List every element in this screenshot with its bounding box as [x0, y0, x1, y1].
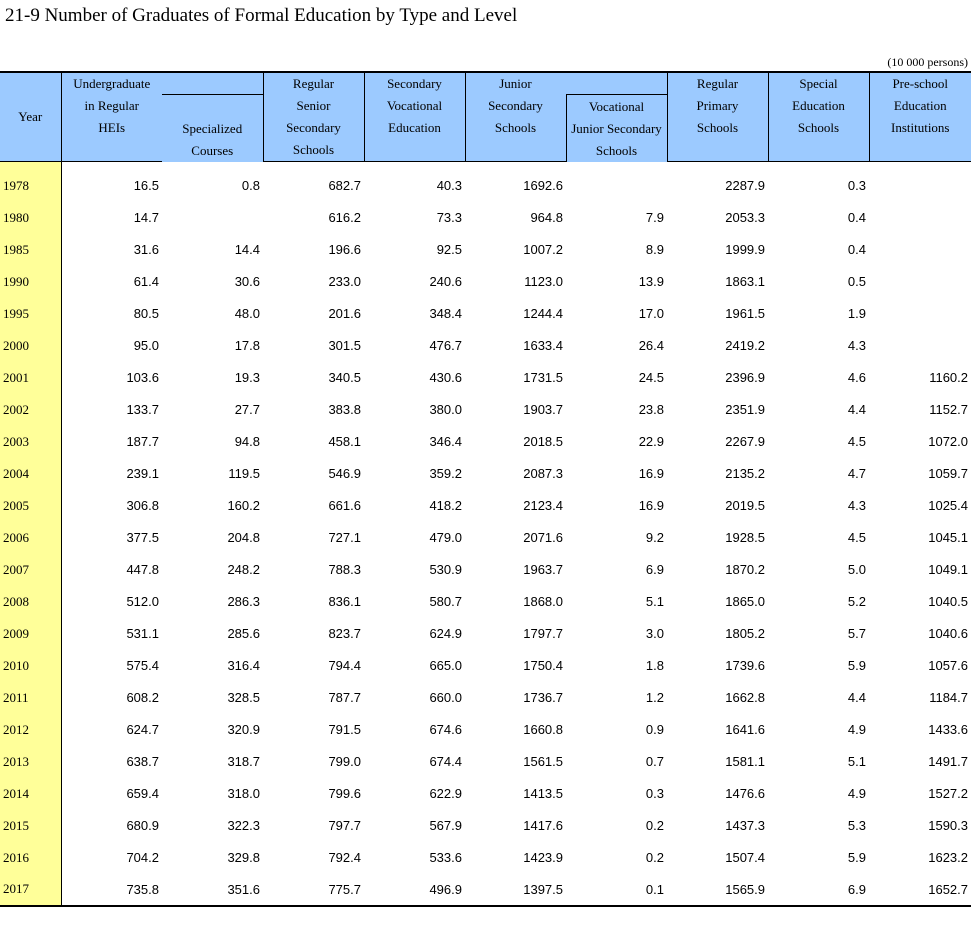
cell-special-education: 4.4 [847, 402, 866, 417]
cell-undergraduate: 624.7 [126, 722, 159, 737]
cell-regular-senior-secondary: 201.6 [328, 306, 361, 321]
cell-specialized-courses: 316.4 [227, 658, 260, 673]
header-undergraduate: Undergraduate in Regular HEIs [61, 72, 162, 162]
cell-vocational-junior-secondary: 9.2 [645, 530, 664, 545]
cell-preschool: 1160.2 [929, 370, 968, 385]
cell-secondary-vocational: 418.2 [429, 498, 462, 513]
cell-preschool: 1059.7 [928, 466, 968, 481]
cell-secondary-vocational: 533.6 [429, 850, 462, 865]
cell-undergraduate: 95.0 [133, 338, 159, 353]
cell-specialized-courses: 94.8 [234, 434, 260, 449]
cell-regular-primary: 1641.6 [725, 722, 765, 737]
cell-regular-primary: 2287.9 [725, 178, 765, 194]
cell-secondary-vocational: 479.0 [429, 530, 462, 545]
cell-undergraduate: 377.5 [126, 530, 159, 545]
cell-vocational-junior-secondary: 16.9 [638, 498, 664, 513]
table-row [0, 394, 971, 426]
cell-year: 1995 [0, 298, 61, 330]
cell-secondary-vocational: 346.4 [429, 434, 462, 449]
table-row [0, 266, 971, 298]
cell-special-education: 4.5 [847, 434, 866, 449]
table-body [0, 162, 971, 906]
cell-regular-primary: 1961.5 [725, 306, 765, 321]
cell-year: 2007 [0, 554, 61, 586]
cell-vocational-junior-secondary: 16.9 [638, 466, 664, 481]
cell-regular-senior-secondary: 787.7 [328, 690, 361, 705]
cell-vocational-junior-secondary: 8.9 [645, 242, 664, 257]
header-spacer [566, 72, 667, 94]
cell-secondary-vocational: 348.4 [429, 306, 462, 321]
cell-junior-secondary: 1692.6 [523, 178, 563, 194]
cell-regular-senior-secondary: 340.5 [328, 370, 361, 385]
cell-regular-primary: 1565.9 [667, 874, 768, 906]
table-row [0, 586, 971, 618]
table-row [0, 618, 971, 650]
cell-special-education: 4.4 [847, 690, 866, 705]
cell-vocational-junior-secondary: 24.5 [638, 370, 664, 385]
cell-preschool: 1590.3 [928, 818, 968, 833]
cell-special-education: 4.3 [847, 498, 866, 513]
cell-vocational-junior-secondary: 6.9 [645, 562, 664, 577]
cell-specialized-courses: 27.7 [234, 402, 260, 417]
cell-regular-primary: 1999.9 [725, 242, 765, 257]
cell-undergraduate: 512.0 [126, 594, 159, 609]
cell-undergraduate: 61.4 [133, 274, 159, 289]
cell-vocational-junior-secondary [566, 162, 667, 202]
cell-regular-senior-secondary: 616.2 [328, 210, 361, 225]
cell-special-education: 5.7 [847, 626, 866, 641]
cell-junior-secondary: 2018.5 [523, 434, 563, 449]
cell-vocational-junior-secondary: 0.9 [645, 722, 664, 737]
cell-vocational-junior-secondary: 17.0 [638, 306, 664, 321]
table-row [0, 714, 971, 746]
unit-label: (10 000 persons) [887, 55, 968, 69]
cell-regular-senior-secondary: 383.8 [328, 402, 361, 417]
table-row [0, 682, 971, 714]
cell-year: 2004 [0, 458, 61, 490]
cell-preschool [869, 330, 971, 362]
cell-junior-secondary: 1123.0 [524, 274, 563, 289]
cell-secondary-vocational: 476.7 [429, 338, 462, 353]
cell-junior-secondary: 1660.8 [523, 722, 563, 737]
cell-undergraduate: 608.2 [126, 690, 159, 705]
cell-undergraduate: 80.5 [133, 306, 159, 321]
cell-regular-senior-secondary: 196.6 [328, 242, 361, 257]
cell-regular-primary: 2267.9 [725, 434, 765, 449]
cell-regular-senior-secondary: 792.4 [328, 850, 361, 865]
cell-special-education: 0.3 [847, 178, 866, 194]
cell-year: 2005 [0, 490, 61, 522]
cell-regular-senior-secondary: 797.7 [328, 818, 361, 833]
cell-regular-primary: 1662.8 [725, 690, 765, 705]
cell-specialized-courses: 318.7 [227, 754, 260, 769]
cell-regular-senior-secondary: 799.0 [328, 754, 361, 769]
header-regular-primary: Regular Primary Schools [667, 72, 768, 162]
cell-regular-senior-secondary: 301.5 [328, 338, 361, 353]
cell-year: 2009 [0, 618, 61, 650]
cell-undergraduate: 575.4 [126, 658, 159, 673]
table-row [0, 842, 971, 874]
cell-special-education: 5.9 [847, 658, 866, 673]
cell-specialized-courses: 329.8 [227, 850, 260, 865]
cell-preschool: 1040.5 [928, 594, 968, 609]
cell-junior-secondary: 1731.5 [523, 370, 563, 385]
cell-regular-primary: 2135.2 [725, 466, 765, 481]
cell-junior-secondary: 1397.5 [465, 874, 566, 906]
cell-specialized-courses: 285.6 [227, 626, 260, 641]
cell-undergraduate: 680.9 [126, 818, 159, 833]
cell-undergraduate: 133.7 [126, 402, 159, 417]
cell-preschool: 1072.0 [928, 434, 968, 449]
table-row [0, 458, 971, 490]
cell-secondary-vocational: 580.7 [429, 594, 462, 609]
cell-preschool [869, 266, 971, 298]
cell-year: 2001 [0, 362, 61, 394]
cell-special-education: 5.0 [847, 562, 866, 577]
cell-junior-secondary: 1561.5 [523, 754, 563, 769]
cell-junior-secondary: 1736.7 [523, 690, 563, 705]
cell-regular-primary: 1507.4 [725, 850, 765, 865]
cell-vocational-junior-secondary: 26.4 [638, 338, 664, 353]
cell-regular-senior-secondary: 791.5 [328, 722, 361, 737]
cell-secondary-vocational: 624.9 [429, 626, 462, 641]
cell-vocational-junior-secondary: 0.2 [645, 850, 664, 865]
cell-junior-secondary: 1007.2 [523, 242, 563, 257]
cell-regular-primary: 2351.9 [725, 402, 765, 417]
cell-secondary-vocational: 496.9 [364, 874, 465, 906]
cell-junior-secondary: 1868.0 [523, 594, 563, 609]
cell-vocational-junior-secondary: 1.8 [645, 658, 664, 673]
cell-undergraduate: 103.6 [126, 370, 159, 385]
cell-secondary-vocational: 240.6 [429, 274, 462, 289]
cell-vocational-junior-secondary: 1.2 [645, 690, 664, 705]
cell-year: 2014 [0, 778, 61, 810]
table-row [0, 426, 971, 458]
cell-vocational-junior-secondary: 0.3 [645, 786, 664, 801]
table-row [0, 490, 971, 522]
cell-regular-primary: 1581.1 [725, 754, 765, 769]
cell-junior-secondary: 1750.4 [523, 658, 563, 673]
cell-year: 2015 [0, 810, 61, 842]
cell-preschool: 1152.7 [929, 402, 968, 417]
cell-undergraduate: 659.4 [126, 786, 159, 801]
cell-special-education: 1.9 [847, 306, 866, 321]
cell-undergraduate: 187.7 [126, 434, 159, 449]
cell-preschool: 1652.7 [869, 874, 971, 906]
cell-specialized-courses [162, 202, 263, 234]
cell-secondary-vocational: 674.4 [429, 754, 462, 769]
table-row [0, 746, 971, 778]
cell-specialized-courses: 30.6 [234, 274, 260, 289]
table-row [0, 554, 971, 586]
cell-regular-senior-secondary: 458.1 [328, 434, 361, 449]
cell-preschool: 1049.1 [928, 562, 968, 577]
cell-special-education: 6.9 [768, 874, 869, 906]
cell-specialized-courses: 14.4 [234, 242, 260, 257]
table-header [0, 72, 971, 162]
cell-preschool: 1184.7 [929, 690, 968, 705]
cell-year: 2017 [0, 874, 61, 906]
cell-junior-secondary: 2087.3 [523, 466, 563, 481]
cell-vocational-junior-secondary: 22.9 [638, 434, 664, 449]
cell-secondary-vocational: 665.0 [429, 658, 462, 673]
header-vocational-junior-secondary: Vocational Junior Secondary Schools [566, 94, 667, 162]
cell-preschool [869, 202, 971, 234]
cell-specialized-courses: 0.8 [241, 178, 260, 193]
cell-regular-senior-secondary: 799.6 [328, 786, 361, 801]
header-junior-secondary: Junior Secondary Schools [465, 72, 566, 162]
cell-vocational-junior-secondary: 0.1 [566, 874, 667, 906]
cell-vocational-junior-secondary: 23.8 [638, 402, 664, 417]
cell-junior-secondary: 1633.4 [523, 338, 563, 353]
table-row [0, 202, 971, 234]
cell-special-education: 4.9 [847, 722, 866, 737]
table-row [0, 874, 971, 906]
cell-regular-senior-secondary: 661.6 [328, 498, 361, 513]
cell-specialized-courses: 320.9 [227, 722, 260, 737]
cell-secondary-vocational: 359.2 [429, 466, 462, 481]
cell-special-education: 0.4 [847, 242, 866, 257]
cell-year: 2010 [0, 650, 61, 682]
cell-secondary-vocational: 430.6 [429, 370, 462, 385]
table-row [0, 778, 971, 810]
cell-regular-primary: 1437.3 [725, 818, 765, 833]
cell-vocational-junior-secondary: 13.9 [638, 274, 664, 289]
header-regular-senior-secondary: Regular Senior Secondary Schools [263, 72, 364, 162]
cell-junior-secondary: 1797.7 [523, 626, 563, 641]
cell-special-education: 4.3 [847, 338, 866, 353]
header-special-education: Special Education Schools [768, 72, 869, 162]
cell-undergraduate: 31.6 [133, 242, 159, 257]
cell-secondary-vocational: 567.9 [429, 818, 462, 833]
cell-regular-senior-secondary: 823.7 [328, 626, 361, 641]
cell-regular-senior-secondary: 682.7 [328, 178, 361, 194]
cell-junior-secondary: 1423.9 [523, 850, 563, 865]
cell-vocational-junior-secondary: 5.1 [645, 594, 664, 609]
table-row [0, 298, 971, 330]
cell-regular-primary: 2053.3 [725, 210, 765, 225]
cell-year: 2016 [0, 842, 61, 874]
cell-regular-senior-secondary: 546.9 [328, 466, 361, 481]
table-row [0, 362, 971, 394]
cell-vocational-junior-secondary: 0.7 [645, 754, 664, 769]
cell-junior-secondary: 1413.5 [523, 786, 563, 801]
cell-year: 1978 [0, 162, 61, 202]
cell-junior-secondary: 2123.4 [523, 498, 563, 513]
table-row [0, 234, 971, 266]
cell-junior-secondary: 964.8 [530, 210, 563, 225]
cell-regular-primary: 1739.6 [725, 658, 765, 673]
cell-special-education: 0.5 [847, 274, 866, 289]
cell-undergraduate: 531.1 [126, 626, 159, 641]
cell-year: 2003 [0, 426, 61, 458]
header-specialized-courses: Specialized Courses [162, 94, 263, 162]
cell-regular-senior-secondary: 794.4 [328, 658, 361, 673]
table-row [0, 650, 971, 682]
cell-undergraduate: 447.8 [126, 562, 159, 577]
cell-regular-primary: 1870.2 [725, 562, 765, 577]
cell-junior-secondary: 1417.6 [523, 818, 563, 833]
cell-secondary-vocational: 40.3 [436, 178, 462, 194]
cell-specialized-courses: 322.3 [227, 818, 260, 833]
cell-preschool: 1025.4 [928, 498, 968, 513]
cell-regular-primary: 2396.9 [725, 370, 765, 385]
cell-junior-secondary: 1963.7 [523, 562, 563, 577]
cell-specialized-courses: 160.2 [227, 498, 260, 513]
table-row [0, 522, 971, 554]
cell-year: 2006 [0, 522, 61, 554]
cell-secondary-vocational: 73.3 [436, 210, 462, 225]
cell-secondary-vocational: 622.9 [429, 786, 462, 801]
cell-vocational-junior-secondary: 7.9 [645, 210, 664, 225]
cell-specialized-courses: 351.6 [162, 874, 263, 906]
cell-undergraduate: 735.8 [61, 874, 162, 906]
cell-regular-senior-secondary: 788.3 [328, 562, 361, 577]
cell-regular-primary: 2019.5 [725, 498, 765, 513]
cell-year: 1985 [0, 234, 61, 266]
cell-special-education: 5.9 [847, 850, 866, 865]
cell-special-education: 4.5 [847, 530, 866, 545]
cell-regular-primary: 1865.0 [725, 594, 765, 609]
header-secondary-vocational: Secondary Vocational Education [364, 72, 465, 162]
cell-undergraduate: 14.7 [133, 210, 159, 225]
table-row [0, 162, 971, 202]
cell-undergraduate: 16.5 [133, 178, 159, 194]
cell-junior-secondary: 2071.6 [523, 530, 563, 545]
header-spacer [162, 72, 263, 94]
cell-secondary-vocational: 380.0 [429, 402, 462, 417]
cell-special-education: 4.7 [847, 466, 866, 481]
cell-undergraduate: 239.1 [126, 466, 159, 481]
cell-special-education: 0.4 [847, 210, 866, 225]
cell-year: 2008 [0, 586, 61, 618]
cell-undergraduate: 306.8 [126, 498, 159, 513]
cell-year: 2002 [0, 394, 61, 426]
cell-special-education: 4.6 [847, 370, 866, 385]
cell-regular-senior-secondary: 836.1 [328, 594, 361, 609]
cell-undergraduate: 704.2 [126, 850, 159, 865]
cell-preschool [869, 162, 971, 202]
cell-junior-secondary: 1903.7 [523, 402, 563, 417]
cell-year: 2011 [0, 682, 61, 714]
cell-vocational-junior-secondary: 3.0 [645, 626, 664, 641]
cell-year: 2012 [0, 714, 61, 746]
table-row [0, 810, 971, 842]
header-year: Year [0, 72, 61, 162]
cell-regular-primary: 1863.1 [725, 274, 765, 289]
cell-preschool [869, 298, 971, 330]
cell-specialized-courses: 19.3 [234, 370, 260, 385]
cell-special-education: 5.1 [847, 754, 866, 769]
cell-secondary-vocational: 92.5 [436, 242, 462, 257]
cell-regular-senior-secondary: 727.1 [328, 530, 361, 545]
cell-preschool: 1491.7 [928, 754, 968, 769]
cell-regular-senior-secondary: 775.7 [263, 874, 364, 906]
cell-specialized-courses: 119.5 [228, 466, 260, 481]
cell-secondary-vocational: 530.9 [429, 562, 462, 577]
cell-year: 2000 [0, 330, 61, 362]
cell-special-education: 5.3 [847, 818, 866, 833]
cell-year: 1980 [0, 202, 61, 234]
cell-specialized-courses: 286.3 [227, 594, 260, 609]
cell-preschool: 1433.6 [928, 722, 968, 737]
cell-junior-secondary: 1244.4 [523, 306, 563, 321]
cell-preschool: 1045.1 [928, 530, 968, 545]
cell-year: 2013 [0, 746, 61, 778]
cell-preschool: 1057.6 [928, 658, 968, 673]
cell-secondary-vocational: 674.6 [429, 722, 462, 737]
cell-year: 1990 [0, 266, 61, 298]
cell-regular-primary: 1928.5 [725, 530, 765, 545]
cell-specialized-courses: 248.2 [227, 562, 260, 577]
cell-regular-primary: 1476.6 [725, 786, 765, 801]
cell-specialized-courses: 17.8 [234, 338, 260, 353]
cell-vocational-junior-secondary: 0.2 [645, 818, 664, 833]
cell-regular-primary: 2419.2 [725, 338, 765, 353]
graduates-table [0, 71, 971, 907]
cell-preschool: 1623.2 [928, 850, 968, 865]
cell-preschool: 1527.2 [928, 786, 968, 801]
cell-preschool [869, 234, 971, 266]
cell-specialized-courses: 48.0 [234, 306, 260, 321]
cell-specialized-courses: 318.0 [227, 786, 260, 801]
cell-regular-senior-secondary: 233.0 [328, 274, 361, 289]
table-row [0, 330, 971, 362]
cell-regular-primary: 1805.2 [725, 626, 765, 641]
cell-special-education: 5.2 [847, 594, 866, 609]
cell-preschool: 1040.6 [928, 626, 968, 641]
cell-specialized-courses: 204.8 [227, 530, 260, 545]
cell-specialized-courses: 328.5 [227, 690, 260, 705]
cell-undergraduate: 638.7 [126, 754, 159, 769]
header-preschool: Pre-school Education Institutions [869, 72, 971, 162]
cell-secondary-vocational: 660.0 [429, 690, 462, 705]
page-title: 21-9 Number of Graduates of Formal Education by Type and Level [5, 5, 518, 26]
cell-special-education: 4.9 [847, 786, 866, 801]
